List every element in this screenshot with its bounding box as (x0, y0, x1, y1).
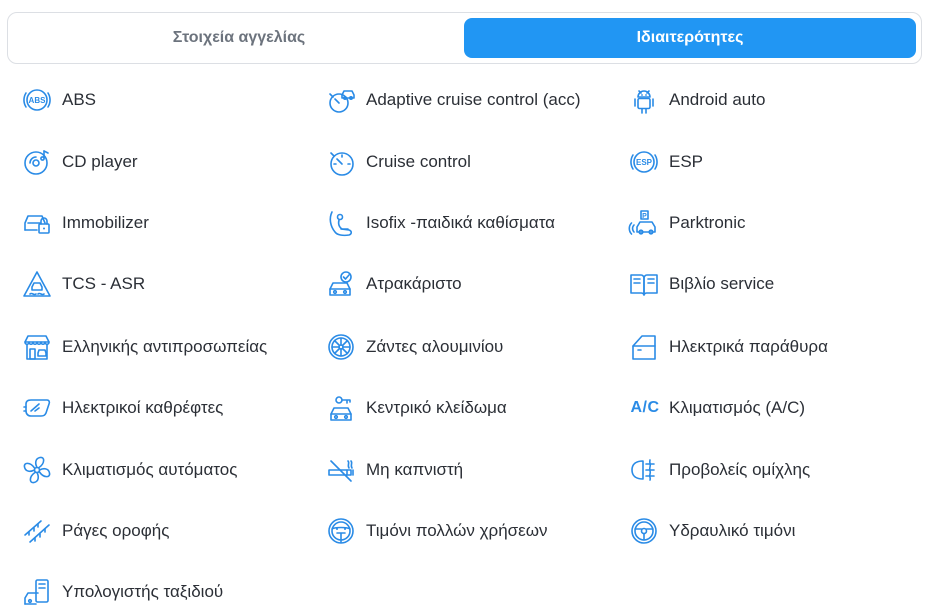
feature-label: Parktronic (669, 213, 746, 232)
feature-item (628, 450, 810, 490)
tab-features[interactable]: Ιδιαιτερότητες (464, 18, 916, 58)
book-icon (628, 268, 660, 300)
parking-sensor-icon (628, 207, 660, 239)
window-icon (628, 331, 660, 363)
feature-item (325, 511, 548, 551)
svg-text:ESP: ESP (635, 158, 653, 167)
feature-item (325, 264, 462, 304)
feature-item (628, 142, 703, 182)
feature-label: Immobilizer (62, 213, 149, 232)
feature-label: Τιμόνι πολλών χρήσεων (366, 521, 548, 540)
feature-label: Ηλεκτρικά παράθυρα (669, 337, 828, 356)
android-icon (628, 84, 660, 116)
mirror-icon (21, 392, 53, 424)
no-smoking-icon (325, 454, 357, 486)
wheel-icon (325, 331, 357, 363)
tab-listing-details[interactable]: Στοιχεία αγγελίας (172, 29, 306, 46)
ac-icon (628, 392, 662, 424)
feature-label: Isofix -παιδικά καθίσματα (366, 213, 556, 232)
traction-control-icon (21, 268, 53, 300)
central-lock-icon (325, 392, 357, 424)
steering-wheel-icon (628, 515, 660, 547)
feature-label: TCS - ASR (62, 274, 146, 293)
speedometer-icon (325, 146, 357, 178)
feature-item (628, 327, 828, 367)
roof-rails-icon (21, 515, 53, 547)
feature-item (628, 80, 765, 120)
fog-light-icon (628, 454, 660, 486)
tab-bar (7, 12, 922, 64)
feature-label: Κλιματισμός αυτόματος (62, 460, 238, 479)
feature-item (325, 327, 503, 367)
dealership-icon (21, 331, 53, 363)
feature-label: Android auto (669, 90, 766, 109)
trip-computer-icon (21, 576, 53, 608)
ac-icon-text: A/C (630, 399, 660, 416)
feature-label: Ζάντες αλουμινίου (366, 337, 504, 356)
feature-item (628, 511, 795, 551)
feature-item (21, 450, 237, 490)
feature-item (21, 203, 149, 243)
feature-label: ABS (62, 90, 97, 109)
svg-text:ABS: ABS (28, 96, 46, 105)
cd-icon (21, 146, 53, 178)
feature-label: Υδραυλικό τιμόνι (669, 521, 796, 540)
feature-item (628, 203, 746, 243)
feature-label: Βιβλίο service (669, 274, 775, 293)
feature-item (325, 450, 463, 490)
multifunction-wheel-icon (325, 515, 357, 547)
adaptive-cruise-icon (325, 84, 357, 116)
abs-icon (21, 84, 53, 116)
feature-label: Μη καπνιστή (366, 460, 464, 479)
feature-item (21, 327, 267, 367)
feature-label: ESP (669, 152, 704, 171)
feature-label: Cruise control (366, 152, 471, 171)
esp-icon (628, 146, 660, 178)
feature-label: Ηλεκτρικοί καθρέφτες (62, 398, 224, 417)
feature-item (21, 142, 138, 182)
feature-item (325, 203, 555, 243)
feature-label: Ατρακάριστο (366, 274, 462, 293)
feature-item (325, 142, 471, 182)
feature-label: Κλιματισμός (A/C) (669, 398, 806, 417)
feature-label: Adaptive cruise control (acc) (366, 90, 581, 109)
feature-label: Υπολογιστής ταξιδιού (62, 582, 224, 601)
feature-item (21, 264, 145, 304)
feature-label: CD player (62, 152, 138, 171)
feature-item (21, 388, 223, 428)
feature-label: Προβολείς ομίχλης (669, 460, 811, 479)
car-lock-icon (21, 207, 53, 239)
child-seat-icon (325, 207, 357, 239)
svg-text:P: P (642, 213, 647, 220)
feature-item (21, 80, 96, 120)
feature-item (21, 511, 169, 551)
feature-label: Κεντρικό κλείδωμα (366, 398, 507, 417)
feature-item (325, 80, 580, 120)
feature-item (325, 388, 507, 428)
feature-item (628, 388, 805, 428)
feature-label: Ελληνικής αντιπροσωπείας (62, 337, 268, 356)
feature-item (628, 264, 774, 304)
feature-label: Ράγες οροφής (62, 521, 170, 540)
fan-icon (21, 454, 53, 486)
car-check-icon (325, 268, 357, 300)
feature-item (21, 572, 223, 612)
